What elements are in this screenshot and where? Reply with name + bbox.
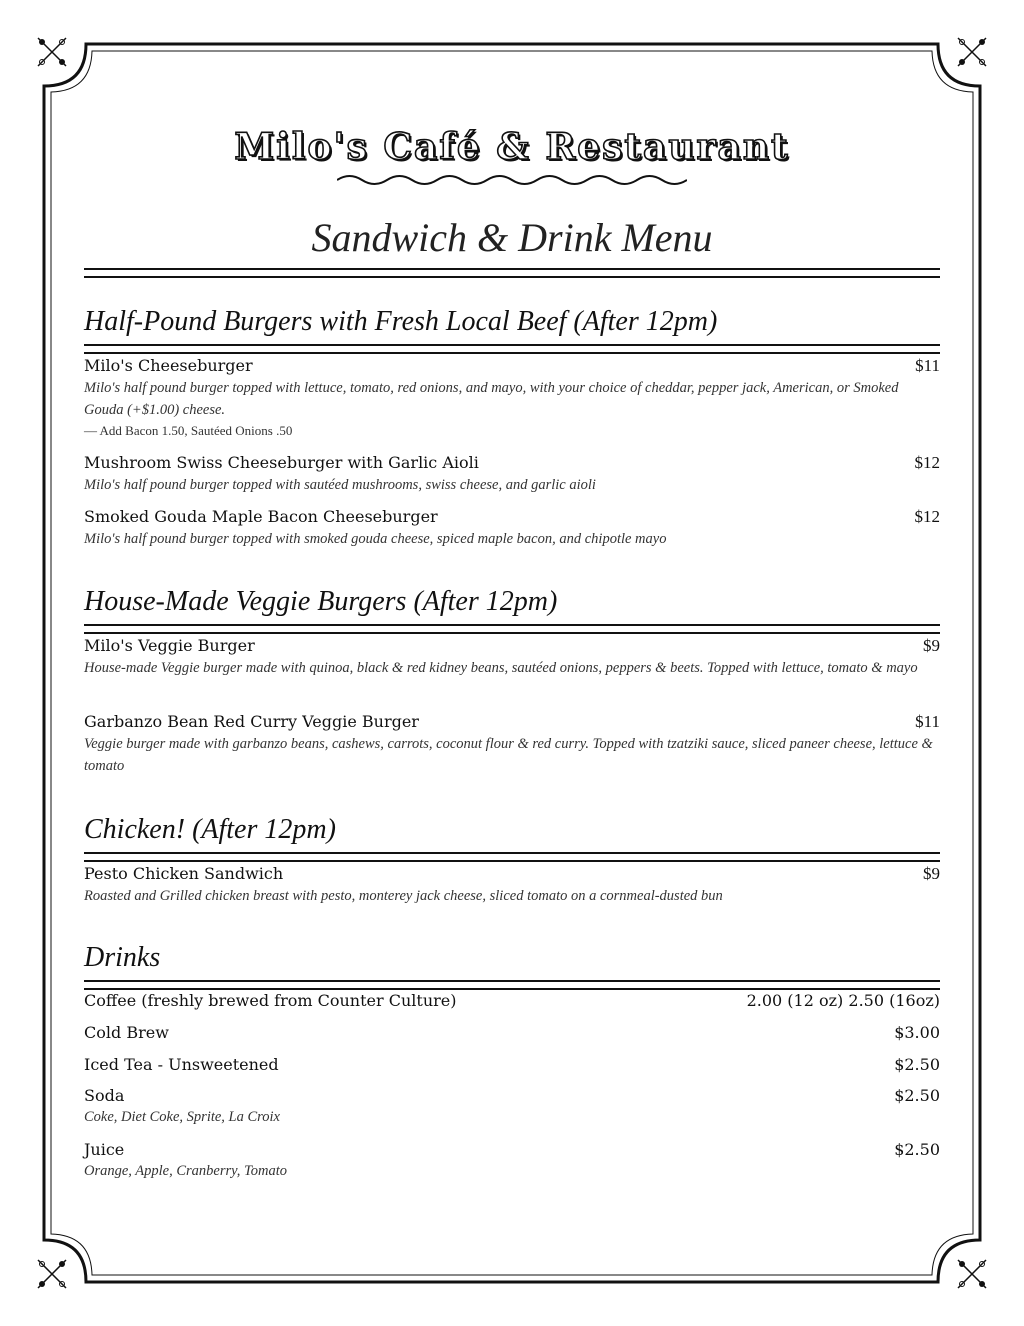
section-divider (84, 344, 940, 354)
item-name: Cold Brew (84, 1023, 169, 1042)
item-price: $9 (923, 636, 940, 655)
menu-title: Sandwich & Drink Menu (311, 215, 713, 260)
menu-item (84, 1140, 940, 1182)
item-price: $11 (915, 356, 940, 375)
item-price: 2.00 (12 oz) 2.50 (16oz) (746, 991, 940, 1010)
item-description: Veggie burger made with garbanzo beans, cashews, carrots, coconut flour & red curry. Topped with tzatziki sauce, sliced paneer cheese, lettuce & tomato (84, 736, 933, 774)
item-description: Roasted and Grilled chicken breast with pesto, monterey jack cheese, sliced tomato on a cornmeal-dusted bun (84, 888, 723, 904)
restaurant-name: Milo's Café & Restaurant (234, 126, 790, 168)
menu-item (84, 453, 940, 496)
item-description: Orange, Apple, Cranberry, Tomato (84, 1163, 288, 1179)
item-name: Milo's Veggie Burger (84, 636, 255, 655)
item-addon: — Add Bacon 1.50, Sautéed Onions .50 (84, 423, 293, 438)
item-description: Coke, Diet Coke, Sprite, La Croix (84, 1109, 280, 1125)
menu-item (84, 507, 940, 550)
item-name: Soda (84, 1086, 125, 1105)
item-price: $9 (923, 864, 940, 883)
menu-item (84, 712, 940, 777)
section-divider (84, 624, 940, 634)
item-name: Juice (84, 1140, 125, 1159)
flourish-icon (958, 38, 986, 66)
section-title-chicken: Chicken! (After 12pm) (84, 814, 336, 845)
menu-item (84, 356, 940, 441)
item-name: Coffee (freshly brewed from Counter Culture) (84, 991, 457, 1010)
section-title-drinks: Drinks (84, 942, 161, 973)
item-description: House-made Veggie burger made with quinoa, black & red kidney beans, sautéed onions, peppers & beets. Topped with lettuce, tomato & mayo (84, 660, 918, 676)
item-name: Garbanzo Bean Red Curry Veggie Burger (84, 712, 419, 731)
item-price: $2.50 (894, 1055, 940, 1074)
menu-item (84, 1055, 940, 1074)
title-divider (84, 268, 940, 278)
flourish-icon (958, 1260, 986, 1288)
menu-item (84, 636, 940, 679)
item-name: Mushroom Swiss Cheeseburger with Garlic Aioli (84, 453, 479, 472)
flourish-icon (38, 38, 66, 66)
item-description: Milo's half pound burger topped with smoked gouda cheese, spiced maple bacon, and chipotle mayo (84, 531, 667, 547)
item-name: Milo's Cheeseburger (84, 356, 253, 375)
item-price: $3.00 (894, 1023, 940, 1042)
section-title-burgers: Half-Pound Burgers with Fresh Local Beef (After 12pm) (84, 306, 718, 337)
menu-item (84, 1023, 940, 1042)
item-description: Milo's half pound burger topped with lettuce, tomato, red onions, and mayo, with your choice of cheddar, pepper jack, American, or Smoked Gouda (+$1.00) cheese. (84, 380, 899, 418)
item-price: $2.50 (894, 1140, 940, 1159)
item-price: $11 (915, 712, 940, 731)
section-divider (84, 852, 940, 862)
menu-item (84, 864, 940, 907)
menu-item (84, 1086, 940, 1128)
item-name: Pesto Chicken Sandwich (84, 864, 284, 883)
item-name: Smoked Gouda Maple Bacon Cheeseburger (84, 507, 438, 526)
item-price: $12 (914, 453, 940, 472)
item-description: Milo's half pound burger topped with sautéed mushrooms, swiss cheese, and garlic aioli (84, 477, 596, 493)
item-price: $2.50 (894, 1086, 940, 1105)
menu-item (84, 991, 940, 1010)
item-price: $12 (914, 507, 940, 526)
item-name: Iced Tea - Unsweetened (84, 1055, 279, 1074)
section-title-veggie: House-Made Veggie Burgers (After 12pm) (84, 586, 558, 617)
wave-divider (337, 172, 687, 188)
section-divider (84, 980, 940, 990)
flourish-icon (38, 1260, 66, 1288)
